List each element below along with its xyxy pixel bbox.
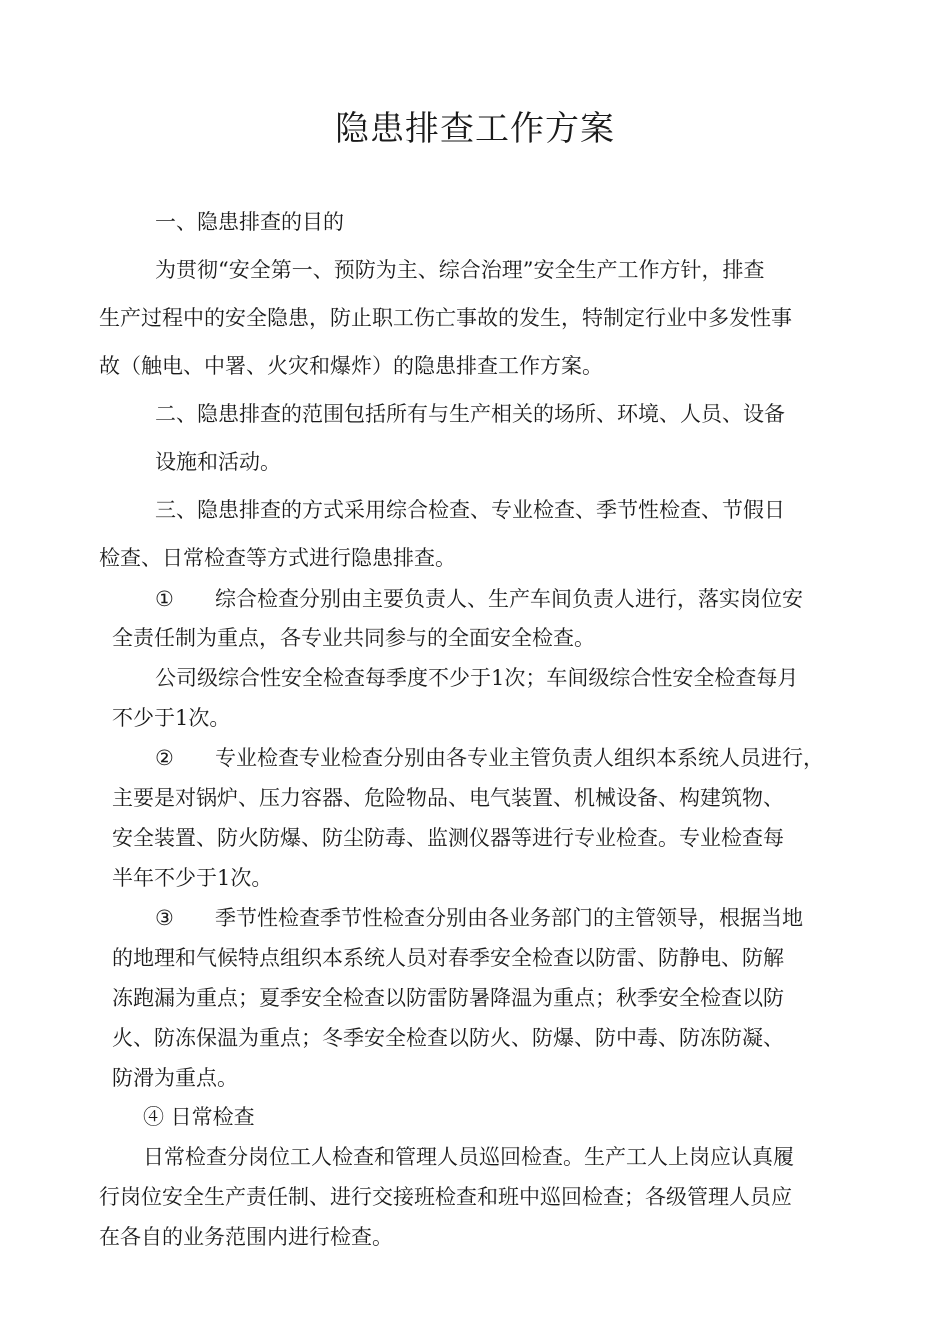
list-item-1: [155, 584, 803, 614]
paragraph-line: 检查、日常检查等方式进行隐患排查。: [99, 546, 456, 570]
section-heading-2: 二、隐患排查的范围包括所有与生产相关的场所、环境、人员、设备: [155, 402, 785, 426]
paragraph-line: 防滑为重点。: [112, 1066, 238, 1090]
paragraph-line: 在各自的业务范围内进行检查。: [99, 1225, 393, 1249]
section-heading-3: 三、隐患排查的方式采用综合检查、专业检查、季节性检查、节假日: [155, 498, 785, 522]
paragraph-line: 全责任制为重点，各专业共同参与的全面安全检查。: [112, 626, 595, 650]
list-item-text: 季节性检查季节性检查分别由各业务部门的主管领导，根据当地: [215, 906, 803, 930]
paragraph-line: 冻跑漏为重点；夏季安全检查以防雷防暑降温为重点；秋季安全检查以防: [112, 986, 784, 1010]
paragraph-line: 行岗位安全生产责任制、进行交接班检查和班中巡回检查；各级管理人员应: [99, 1185, 792, 1209]
paragraph-line: 不少于1次。: [112, 706, 231, 730]
paragraph-line: 火、防冻保温为重点；冬季安全检查以防火、防爆、防中毒、防冻防凝、: [112, 1026, 784, 1050]
paragraph-line: 生产过程中的安全隐患，防止职工伤亡事故的发生，特制定行业中多发性事: [99, 306, 792, 330]
page-title: 隐患排查工作方案: [335, 109, 615, 149]
list-item-4-heading: ④ 日常检查: [143, 1105, 255, 1129]
list-item-3: [155, 903, 803, 933]
list-item-text: 综合检查分别由主要负责人、生产车间负责人进行，落实岗位安: [215, 587, 803, 611]
list-item-2: [155, 743, 824, 773]
paragraph-line: 日常检查分岗位工人检查和管理人员巡回检查。生产工人上岗应认真履: [143, 1145, 794, 1169]
paragraph-line: 的地理和气候特点组织本系统人员对春季安全检查以防雷、防静电、防解: [112, 946, 784, 970]
paragraph-line: 故（触电、中署、火灾和爆炸）的隐患排查工作方案。: [99, 354, 603, 378]
list-item-text: 专业检查专业检查分别由各专业主管负责人组织本系统人员进行，: [215, 746, 824, 770]
paragraph-line: 公司级综合性安全检查每季度不少于1次；车间级综合性安全检查每月: [155, 666, 799, 690]
section-heading-1: 一、隐患排查的目的: [155, 210, 344, 234]
list-marker: ②: [155, 746, 174, 770]
paragraph-line: 为贯彻“安全第一、预防为主、综合治理”安全生产工作方针，排查: [155, 258, 765, 282]
paragraph-line: 半年不少于1次。: [112, 866, 273, 890]
paragraph-line: 主要是对锅炉、压力容器、危险物品、电气装置、机械设备、构建筑物、: [112, 786, 784, 810]
paragraph-line: 设施和活动。: [155, 450, 281, 474]
list-marker: ①: [155, 587, 174, 611]
list-marker: ③: [155, 906, 174, 930]
paragraph-line: 安全装置、防火防爆、防尘防毒、监测仪器等进行专业检查。专业检查每: [112, 826, 784, 850]
